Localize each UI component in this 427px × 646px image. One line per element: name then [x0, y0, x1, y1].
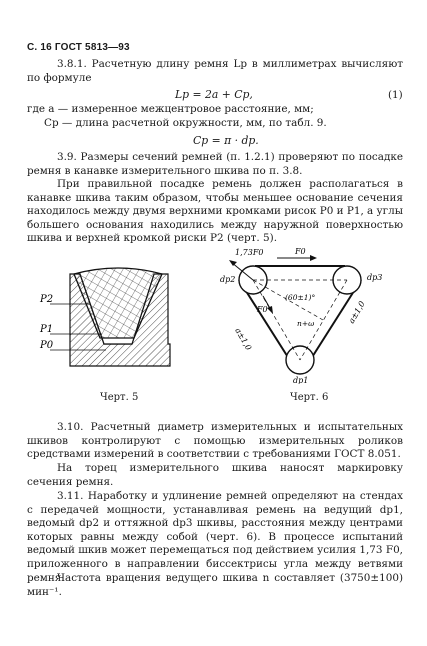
label-n-omega: n+ω	[297, 319, 315, 328]
label-dp3: dp3	[367, 273, 383, 282]
label-p0: P0	[40, 340, 54, 351]
label-force-173f0: 1,73F0	[235, 248, 264, 257]
formula-1: Lp = 2a + Cp,	[175, 88, 253, 101]
label-angle: (60±1)°	[285, 293, 316, 302]
figure-6-caption: Черт. 6	[290, 392, 329, 403]
figure-5-drawing	[30, 262, 180, 382]
paragraph-3-9-b: При правильной посадке ремень должен располагаться в канавке шкива таким образом, чтобы меньшее основание сечения находилось между двумя верхними кромками рисок P0 и P1, а углы большего основания находились между наружной поверхностью шкива и верхней кромкой риски P2 (черт. 5).	[27, 178, 403, 245]
where-a-line: где a — измеренное межцентровое расстояние, мм;	[27, 103, 314, 115]
label-a-left: a±1,0	[233, 326, 254, 352]
paragraph-3-8-1: 3.8.1. Расчетную длину ремня Lp в миллиметрах вычисляют по формуле	[27, 58, 403, 84]
figure-5-caption: Черт. 5	[100, 392, 139, 403]
label-dp1: dp1	[293, 376, 309, 384]
label-a-right: a±1,0	[346, 299, 367, 325]
label-f0-top: F0	[295, 247, 306, 256]
label-dp2: dp2	[220, 275, 236, 284]
paragraph-3-9: 3.9. Размеры сечений ремней (п. 1.2.1) проверяют по посадке ремня в канавке измерительного шкива по п. 3.8.	[27, 151, 403, 177]
paragraph-3-11: 3.11. Наработку и удлинение ремней определяют на стендах с передачей мощности, устанавливая ремень на ведущий dp1, ведомый dp2 и оттяжной dp3 шкивы, расстояния между центрами которых равны между собой (черт. 6). В процессе испытаний ведомый шкив может перемещаться под действием усилия 1,73 F0, приложенного в направлении биссектрисы угла между ветвями ремня.	[27, 490, 403, 584]
paragraph-3-10-b: На торец измерительного шкива наносят маркировку сечения ремня.	[27, 462, 403, 488]
where-c-line: Cp — длина расчетной окружности, мм, по табл. 9.	[44, 117, 327, 129]
formula-2: Cp = π · dp.	[193, 134, 259, 147]
figure-6-drawing	[205, 244, 405, 384]
page-header: С. 16 ГОСТ 5813—93	[27, 42, 130, 53]
label-f0-side: F0	[257, 305, 268, 314]
label-p1: P1	[40, 324, 54, 335]
formula-1-number: (1)	[388, 89, 403, 101]
label-p2: P2	[40, 294, 54, 305]
paragraph-3-10: 3.10. Расчетный диаметр измерительных и испытательных шкивов контролируют с помощью измерительных роликов средствами измерений в соответствии с требованиями ГОСТ 8.051.	[27, 421, 403, 461]
paragraph-3-11-b: Частота вращения ведущего шкива n составляет (3750±100) мин⁻¹.	[27, 572, 403, 598]
